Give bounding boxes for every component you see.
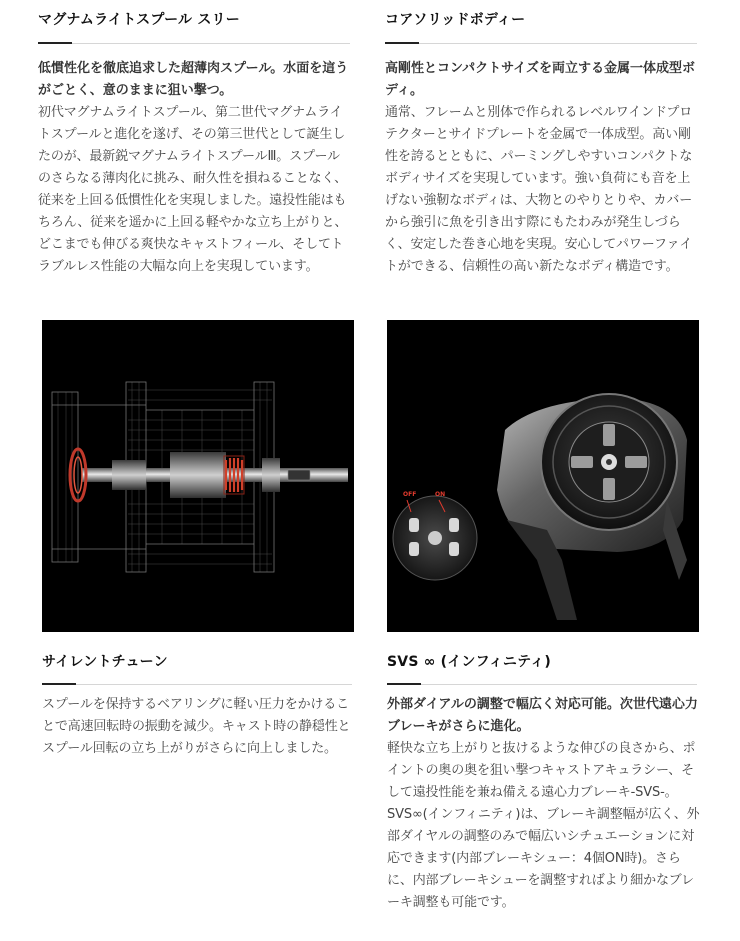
section-text <box>38 58 350 278</box>
title-underline <box>42 683 76 685</box>
section-title: マグナムライトスプール スリー <box>38 12 240 28</box>
spool-image <box>42 320 354 632</box>
title-underline <box>387 683 421 685</box>
section-text <box>42 694 354 760</box>
section-lead: 低慣性化を徹底追求した超薄肉スプール。水面を這うがごとく、意のままに狙い撃つ。 <box>38 61 349 98</box>
divider <box>385 43 697 44</box>
section-body: 初代マグナムライトスプール、第二世代マグナムライトスプールと進化を遂げ、その第三世代として誕生したのが、最新鋭マグナムライトスプールⅢ。スプールのさらなる薄肉化に挑み、耐久性を損ねることなく、従来を上回る低慣性化を実現しました。遠投性能はもちろん、従来を遥かに上回る軽やかな立ち上がりと、どこまでも伸びる爽快なキャストフィール、そしてトラブルレス性能の大幅な向上を実現しています。 <box>38 105 348 274</box>
section-lead: 高剛性とコンパクトサイズを両立する金属一体成型ボディ。 <box>385 61 696 98</box>
section-text <box>387 694 701 914</box>
section-title: サイレントチューン <box>42 654 168 670</box>
section-body: 軽快な立ち上がりと抜けるような伸びの良さから、ポイントの奥の奥を狙い撃つキャストアキュラシー、そして遠投性能を兼ね備える遠心力ブレーキ-SVS-。SVS∞(インフィニティ)は、ブレーキ調整幅が広く、外部ダイヤルの調整のみで幅広いシチュエーションに対応できます(内部ブレーキシュー：4個ON時)。さらに、内部ブレーキシューを調整すればより細かなブレーキ調整も可能です。 <box>387 741 700 910</box>
section-title: SVS ∞ (インフィニティ) <box>387 654 551 670</box>
spool-illustration <box>42 320 354 632</box>
section-body: 通常、フレームと別体で作られるレベルワインドプロテクターとサイドプレートを金属で一体成型。高い剛性を誇るとともに、パーミングしやすいコンパクトなボディサイズを実現しています。強い負荷にも音を上げない強靭なボディは、大物とのやりとりや、カバーから強引に魚を引き出す際にもたわみが発生しづらく、安定した巻き心地を実現。安心してパワーファイトができる、信頼性の高い新たなボディ構造です。 <box>385 105 693 274</box>
on-label: ON <box>435 491 446 498</box>
reel-illustration <box>387 320 699 632</box>
section-title: コアソリッドボディー <box>385 12 526 28</box>
divider <box>42 684 352 685</box>
section-body: スプールを保持するベアリングに軽い圧力をかけることで高速回転時の振動を減少。キャスト時の静穏性とスプール回転の立ち上がりがさらに向上しました。 <box>42 697 351 756</box>
section-svs-infinity <box>387 652 699 672</box>
title-underline <box>385 42 419 44</box>
section-lead: 外部ダイアルの調整で幅広く対応可能。次世代遠心力ブレーキがさらに進化。 <box>387 697 698 734</box>
divider <box>38 43 350 44</box>
section-text <box>385 58 697 278</box>
section-body-structure <box>385 10 697 30</box>
off-label: OFF <box>403 491 417 498</box>
title-underline <box>38 42 72 44</box>
section-spool <box>38 10 350 30</box>
body-image <box>387 320 699 632</box>
section-silent-tune <box>42 652 354 672</box>
divider <box>387 684 697 685</box>
